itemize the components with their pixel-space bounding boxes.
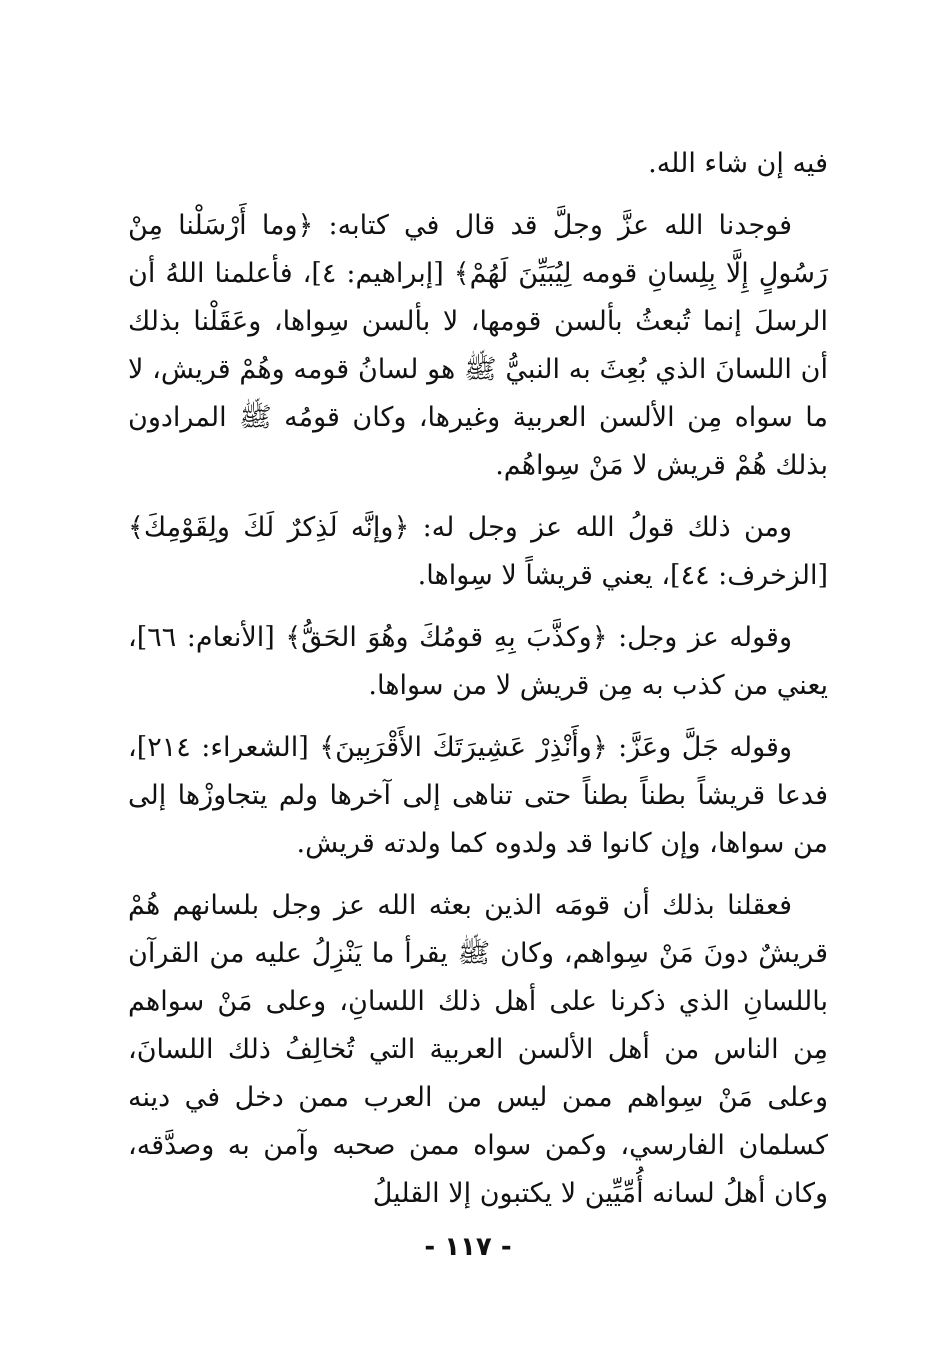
paragraph-anam-verse: وقوله عز وجل: ﴿وكذَّبَ بِهِ قومُكَ وهُوَ الحَقُّ﴾ [الأنعام: ٦٦]، يعني من كذب به مِن قريش لا من سواها.: [128, 622, 828, 701]
paragraph-shuara-verse: وقوله جَلَّ وعَزَّ: ﴿وأَنْذِرْ عَشِيرَتَكَ الأَقْرَبِينَ﴾ [الشعراء: ٢١٤]، فدعا قريشاً بطناً بطناً حتى تناهى إلى آخرها ولم يتجاوزْها إلى من سواها، وإن كانوا قد ولدوه كما ولدته قريش.: [128, 732, 828, 859]
paragraph-quraysh-tongue: فعقلنا بذلك أن قومَه الذين بعثه الله عز وجل بلسانهم هُمْ قريشٌ دونَ مَنْ سِواهم، وكان ﷺ يقرأ ما يَنْزِلُ عليه من القرآن باللسانِ الذي ذكرنا على أهل ذلك اللسانِ، وعلى مَنْ سواهم مِن الناس من أهل الألسن العربية التي تُخالِفُ ذلك اللسانَ، وعلى مَنْ سِواهم ممن ليس من العرب ممن دخل في دينه كسلمان الفارسي، وكمن سواه ممن صحبه وآمن به وصدَّقه، وكان أهلُ لسانه أُمِّيِّين لا يكتبون إلا القليلُ: [128, 890, 828, 1209]
page-body: [128, 140, 828, 1218]
paragraph-continuation: فيه إن شاء الله.: [648, 148, 828, 179]
page-number: - ١١٧ -: [424, 1232, 512, 1262]
paragraph-zukhruf-verse: ومن ذلك قولُ الله عز وجل له: ﴿وإنَّه لَذِكرٌ لَكَ ولِقَوْمِكَ﴾ [الزخرف: ٤٤]، يعني قريشاً لا سِواها.: [128, 512, 828, 591]
paragraph-ibrahim-verse: فوجدنا الله عزَّ وجلَّ قد قال في كتابه: ﴿وما أَرْسَلْنا مِنْ رَسُولٍ إِلَّا بِلِسانِ قومه لِيُبَيِّنَ لَهُمْ﴾ [إبراهيم: ٤]، فأعلمنا اللهُ أن الرسلَ إنما تُبعثُ بألسن قومها، لا بألسن سِواها، وعَقَلْنا بذلك أن اللسانَ الذي بُعِثَ به النبيُّ ﷺ هو لسانُ قومه وهُمْ قريش، لا ما سواه مِن الألسن العربية وغيرها، وكان قومُه ﷺ المرادون بذلك هُمْ قريش لا مَنْ سِواهُم.: [128, 210, 828, 481]
